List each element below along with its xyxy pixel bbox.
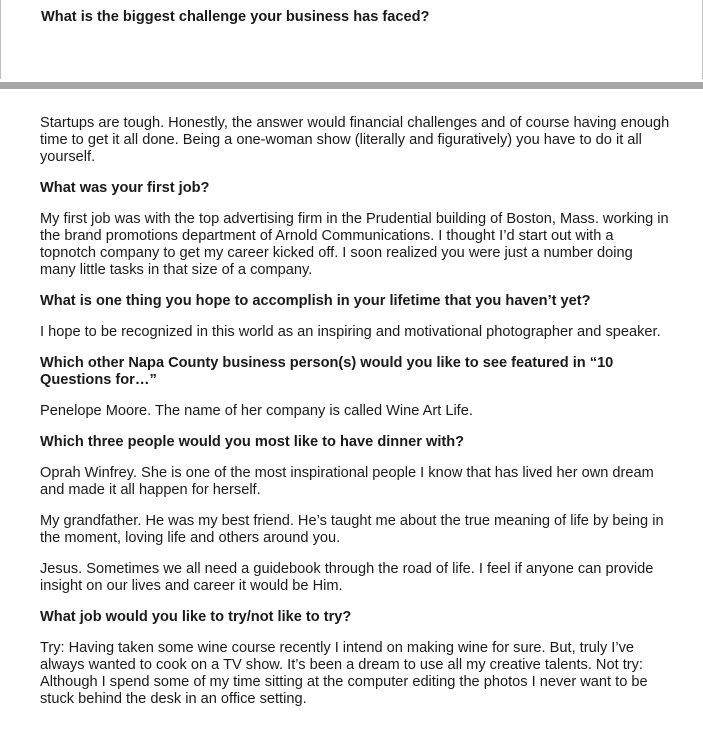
answer-paragraph: Jesus. Sometimes we all need a guidebook through the road of life. I feel if anyone can provide insight on our lives and career it would be Him. xyxy=(40,561,654,594)
answer-paragraph: Try: Having taken some wine course recently I intend on making wine for sure. But, truly I’ve always wanted to cook on a TV show. It’s been a dream to use all my creative talents. Not try: Although I spend some of my time sitting at the computer editing the photos I never want to be stuck behind the desk in an office setting. xyxy=(40,640,648,707)
question-heading: Which three people would you most like to have dinner with? xyxy=(40,434,465,450)
answer-paragraph: Penelope Moore. The name of her company is called Wine Art Life. xyxy=(40,403,473,419)
question-heading: What was your first job? xyxy=(40,180,210,196)
answer-paragraph: Startups are tough. Honestly, the answer would financial challenges and of course having enough time to get it all done. Being a one-woman show (literally and figuratively) you have to do it all yourself. xyxy=(40,115,670,165)
question-heading: Which other Napa County business person(s) would you like to see featured in “10 Questions for…” xyxy=(40,355,614,388)
section-divider xyxy=(0,82,703,89)
previous-question-panel xyxy=(0,0,703,79)
answer-paragraph: My grandfather. He was my best friend. He’s taught me about the true meaning of life by being in the moment, loving life and others around you. xyxy=(40,513,664,546)
question-heading: What job would you like to try/not like to try? xyxy=(40,609,352,625)
answer-paragraph: My first job was with the top advertising firm in the Prudential building of Boston, Mass. working in the brand promotions department of Arnold Communications. I thought I’d start out with a topnotch company to get my career kicked off. I soon realized you were just a number doing many little tasks in that size of a company. xyxy=(40,211,669,278)
question-heading: What is the biggest challenge your business has faced? xyxy=(41,9,430,25)
answer-paragraph: I hope to be recognized in this world as an inspiring and motivational photographer and speaker. xyxy=(40,324,661,340)
answer-paragraph: Oprah Winfrey. She is one of the most inspirational people I know that has lived her own dream and made it all happen for herself. xyxy=(40,465,654,498)
article-body xyxy=(40,115,670,722)
question-heading: What is one thing you hope to accomplish in your lifetime that you haven’t yet? xyxy=(40,293,591,309)
